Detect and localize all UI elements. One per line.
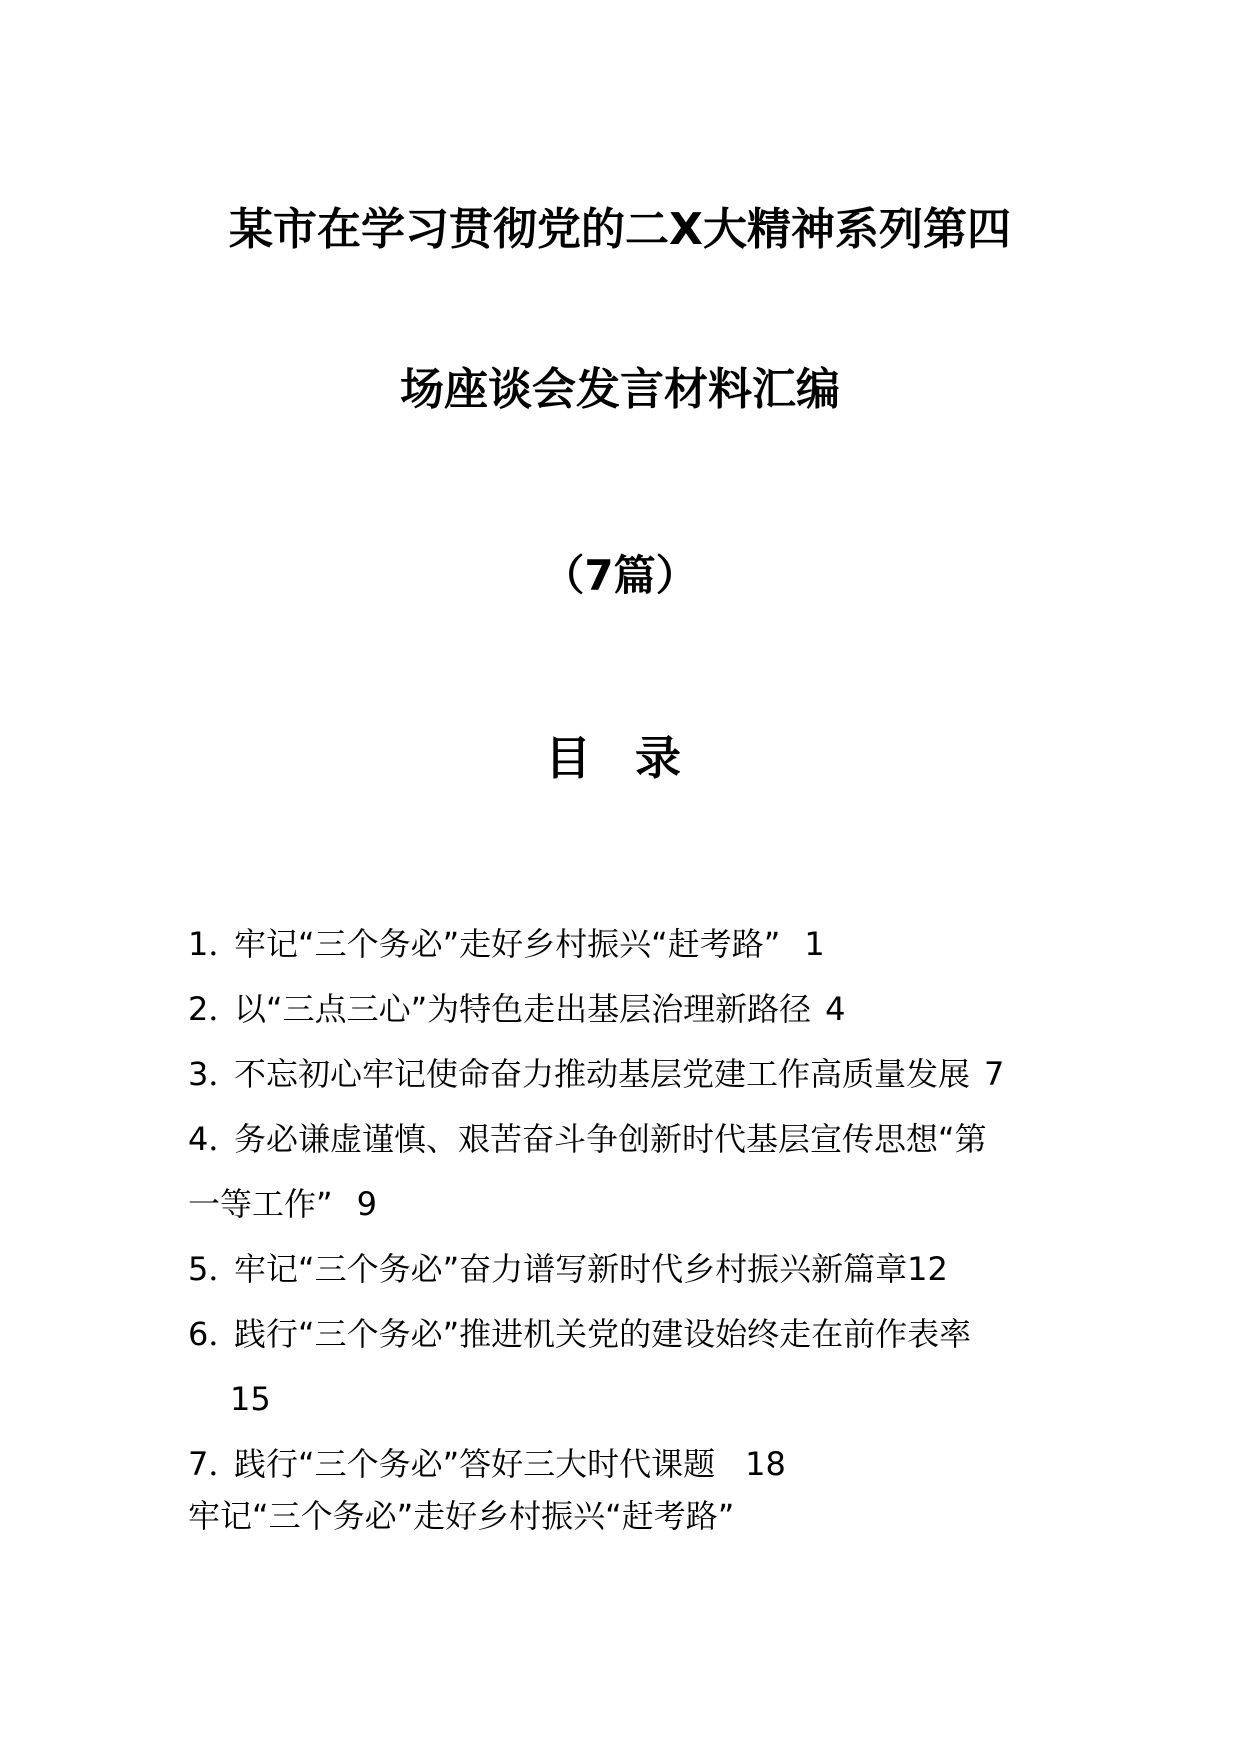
document-title-line-2: 场座谈会发言材料汇编 — [400, 364, 840, 415]
toc-entry-number: 1． — [188, 925, 241, 963]
toc-entry-1[interactable] — [188, 912, 1068, 977]
toc-entry-text: 务必谦虚谨慎、艰苦奋斗争创新时代基层宣传思想“第 — [234, 1120, 987, 1158]
toc-entry-text: 牢记“三个务必”走好乡村振兴“赶考路” — [234, 925, 781, 963]
toc-entry-text: 践行“三个务必”推进机关党的建设始终走在前作表率 — [234, 1315, 972, 1353]
toc-entry-number: 6． — [188, 1315, 241, 1353]
toc-entry-text: 牢记“三个务必”奋力谱写新时代乡村振兴新篇章 — [234, 1250, 908, 1288]
toc-entry-page: 1 — [804, 925, 825, 963]
toc-entry-page: 4 — [825, 990, 846, 1028]
toc-entry-4[interactable] — [188, 1107, 1068, 1237]
toc-entry-page: 9 — [356, 1185, 377, 1223]
table-of-contents — [188, 912, 1068, 1497]
toc-entry-text-continued: 一等工作” — [188, 1185, 333, 1223]
toc-entry-number: 4． — [188, 1120, 241, 1158]
toc-entry-number: 2． — [188, 990, 241, 1028]
toc-entry-3[interactable] — [188, 1042, 1068, 1107]
toc-entry-text: 不忘初心牢记使命奋力推动基层党建工作高质量发展 — [234, 1055, 971, 1093]
toc-entry-page: 18 — [745, 1445, 786, 1483]
toc-heading: 目 录 — [544, 731, 695, 785]
toc-entry-page: 12 — [907, 1250, 948, 1288]
toc-entry-6[interactable] — [188, 1302, 1068, 1432]
document-title-line-1: 某市在学习贯彻党的二X大精神系列第四 — [229, 204, 1011, 255]
toc-entry-text: 践行“三个务必”答好三大时代课题 — [234, 1445, 716, 1483]
toc-entry-number: 3． — [188, 1055, 241, 1093]
toc-entry-5[interactable] — [188, 1237, 1068, 1302]
toc-entry-2[interactable] — [188, 977, 1068, 1042]
first-article-heading: 牢记“三个务必”走好乡村振兴“赶考路” — [188, 1497, 735, 1535]
document-article-count: （7篇） — [542, 551, 698, 600]
toc-entry-number: 7． — [188, 1445, 241, 1483]
toc-entry-text: 以“三点三心”为特色走出基层治理新路径 — [234, 990, 812, 1028]
toc-entry-page: 15 — [230, 1380, 271, 1418]
toc-entry-7[interactable] — [188, 1432, 1068, 1497]
toc-entry-number: 5． — [188, 1250, 241, 1288]
toc-entry-page: 7 — [984, 1055, 1005, 1093]
